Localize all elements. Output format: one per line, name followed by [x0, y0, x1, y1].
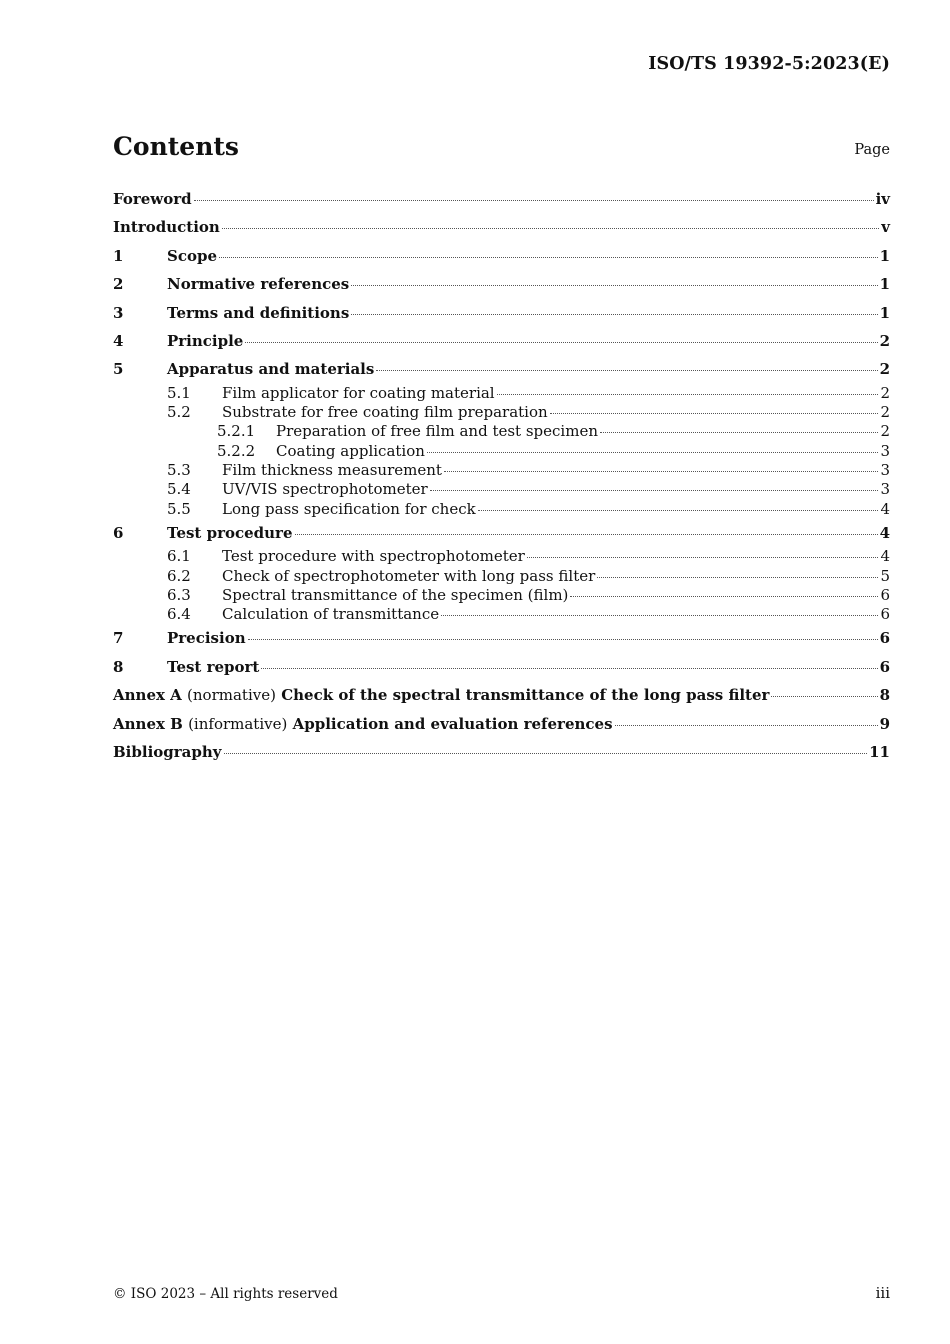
- toc-entry-title: Test report: [167, 657, 260, 676]
- toc-entry-number: 6.1: [167, 547, 191, 566]
- toc-entry-number: 5.2.1: [217, 422, 256, 441]
- toc-entry[interactable]: [113, 567, 890, 586]
- dot-leader: [527, 556, 879, 558]
- annex-qualifier: (informative): [188, 714, 288, 733]
- dot-leader: [245, 341, 877, 343]
- toc-entry-page: 6: [879, 657, 890, 676]
- toc-entry[interactable]: [113, 242, 890, 270]
- toc-entry-page: 1: [879, 275, 890, 294]
- annex-label: Annex A: [113, 686, 182, 705]
- dot-leader: [550, 412, 879, 414]
- dot-leader: [222, 227, 879, 229]
- toc-entry-title: Foreword: [113, 190, 192, 208]
- toc-entry[interactable]: [113, 653, 890, 681]
- toc-entry-title: Scope: [167, 246, 218, 265]
- toc-entry-number: 6.3: [167, 585, 191, 604]
- toc-entry-title: UV/VIS spectrophotometer: [222, 480, 428, 499]
- dot-leader: [771, 695, 877, 697]
- dot-leader: [194, 199, 874, 201]
- toc-entry-number: 8: [113, 657, 124, 676]
- toc-entry-page: 2: [879, 360, 890, 379]
- toc-entry-title: Normative references: [167, 275, 350, 294]
- toc-entry[interactable]: [113, 403, 890, 422]
- dot-leader: [615, 724, 878, 726]
- toc-entry[interactable]: [113, 624, 890, 652]
- toc-entry-page: 2: [880, 383, 890, 402]
- toc-entry[interactable]: [113, 185, 890, 213]
- toc-entry[interactable]: [113, 710, 890, 738]
- toc-entry-page: 6: [879, 629, 890, 648]
- toc-entry[interactable]: [113, 681, 890, 709]
- toc-entry-page: 11: [869, 742, 890, 761]
- toc-entry-number: 6.4: [167, 605, 191, 624]
- toc-entry-page: 8: [879, 686, 890, 705]
- dot-leader: [570, 595, 878, 597]
- dot-leader: [430, 489, 879, 491]
- toc-entry-title: Test procedure: [167, 523, 293, 542]
- toc-entry-title: Coating application: [276, 441, 425, 460]
- toc-entry-number: 6.2: [167, 566, 191, 585]
- dot-leader: [261, 667, 877, 669]
- toc-entry[interactable]: [113, 500, 890, 519]
- toc-entry[interactable]: [113, 213, 890, 241]
- page-column-label: Page: [854, 142, 890, 158]
- dot-leader: [427, 451, 879, 453]
- annex-title: Application and evaluation references: [292, 714, 613, 733]
- toc-entry-page: 6: [880, 585, 890, 604]
- toc-entry-number: 5.1: [167, 383, 191, 402]
- toc-entry-page: 9: [879, 714, 890, 733]
- toc-entry-title: Substrate for free coating film preparation: [222, 403, 548, 422]
- toc-entry[interactable]: [113, 384, 890, 403]
- toc-entry-page: 3: [880, 460, 890, 479]
- toc-entry-page: 4: [880, 547, 890, 566]
- toc-entry-title: Film applicator for coating material: [222, 383, 495, 402]
- footer-copyright: © ISO 2023 – All rights reserved: [113, 1286, 338, 1302]
- dot-leader: [295, 533, 878, 535]
- toc-entry-number: 6: [113, 523, 124, 542]
- toc-entry-title: Spectral transmittance of the specimen (film): [222, 585, 569, 604]
- annex-qualifier: (normative): [187, 686, 276, 705]
- dot-leader: [248, 638, 878, 640]
- dot-leader: [497, 393, 879, 395]
- annex-label: Annex B: [113, 714, 183, 733]
- toc-entry-page: 2: [880, 422, 890, 441]
- toc-entry-title: Terms and definitions: [167, 303, 350, 322]
- dot-leader: [351, 313, 877, 315]
- toc-entry-title: Precision: [167, 629, 246, 648]
- toc-entry[interactable]: [113, 422, 890, 441]
- toc-entry-title: Long pass specification for check: [222, 499, 476, 518]
- toc-entry-page: 2: [879, 331, 890, 350]
- toc-entry-page: 4: [880, 499, 890, 518]
- toc-entry-page: 1: [879, 303, 890, 322]
- toc-entry-title: Bibliography: [113, 742, 222, 761]
- dot-leader: [224, 752, 868, 754]
- toc-entry[interactable]: [113, 442, 890, 461]
- toc-entry-number: 5: [113, 360, 124, 379]
- dot-leader: [597, 576, 878, 578]
- toc-entry-page: 4: [879, 523, 890, 542]
- dot-leader: [219, 256, 878, 258]
- toc-entry-page: 1: [879, 246, 890, 265]
- toc-entry-title: Test procedure with spectrophotometer: [222, 547, 525, 566]
- toc-entry-page: v: [881, 218, 890, 237]
- toc-entry-number: 5.3: [167, 460, 191, 479]
- dot-leader: [478, 509, 879, 511]
- toc-entry-number: 4: [113, 331, 124, 350]
- footer-page-number: iii: [875, 1284, 890, 1302]
- toc-entry-page: iv: [875, 190, 890, 208]
- toc-entry[interactable]: [113, 355, 890, 383]
- toc-entry-page: 3: [880, 480, 890, 499]
- toc-entry[interactable]: [113, 519, 890, 547]
- toc-entry[interactable]: [113, 327, 890, 355]
- dot-leader: [444, 470, 879, 472]
- toc-entry-page: 3: [880, 441, 890, 460]
- dot-leader: [441, 614, 878, 616]
- annex-title: Check of the spectral transmittance of the long pass filter: [281, 686, 770, 705]
- toc-entry-title: Preparation of free film and test specimen: [276, 422, 598, 441]
- toc-entry-number: 1: [113, 246, 124, 265]
- toc-entry[interactable]: [113, 299, 890, 327]
- toc-entry-title: Introduction: [113, 218, 220, 237]
- toc-entry-title: Calculation of transmittance: [222, 605, 440, 624]
- toc-entry-number: 5.2.2: [217, 441, 256, 460]
- toc-entry-title: Apparatus and materials: [167, 360, 375, 379]
- dot-leader: [351, 284, 877, 286]
- toc-entry-number: 5.2: [167, 403, 191, 422]
- toc-entry[interactable]: [113, 738, 890, 766]
- toc-entry-number: 5.4: [167, 480, 191, 499]
- toc-entry-title: Principle: [167, 331, 244, 350]
- toc-entry-title: [113, 710, 613, 738]
- toc-entry[interactable]: [113, 586, 890, 605]
- toc-entry-number: 2: [113, 275, 124, 294]
- toc-entry-number: 7: [113, 629, 124, 648]
- toc-entry-number: 5.5: [167, 499, 191, 518]
- toc-entry[interactable]: [113, 270, 890, 298]
- toc-entry-number: 3: [113, 303, 124, 322]
- document-id: ISO/TS 19392-5:2023(E): [648, 54, 890, 74]
- toc-entry[interactable]: [113, 461, 890, 480]
- dot-leader: [376, 369, 877, 371]
- toc-entry-page: 2: [880, 403, 890, 422]
- toc-entry-title: Check of spectrophotometer with long pass filter: [222, 566, 596, 585]
- contents-title: Contents: [113, 132, 240, 161]
- toc-entry[interactable]: [113, 605, 890, 624]
- dot-leader: [600, 431, 878, 433]
- toc-entry-title: [113, 681, 769, 709]
- toc-entry-page: 5: [880, 566, 890, 585]
- toc-entry[interactable]: [113, 480, 890, 499]
- table-of-contents: [113, 185, 890, 766]
- toc-entry[interactable]: [113, 547, 890, 566]
- toc-entry-title: Film thickness measurement: [222, 460, 442, 479]
- toc-entry-page: 6: [880, 605, 890, 624]
